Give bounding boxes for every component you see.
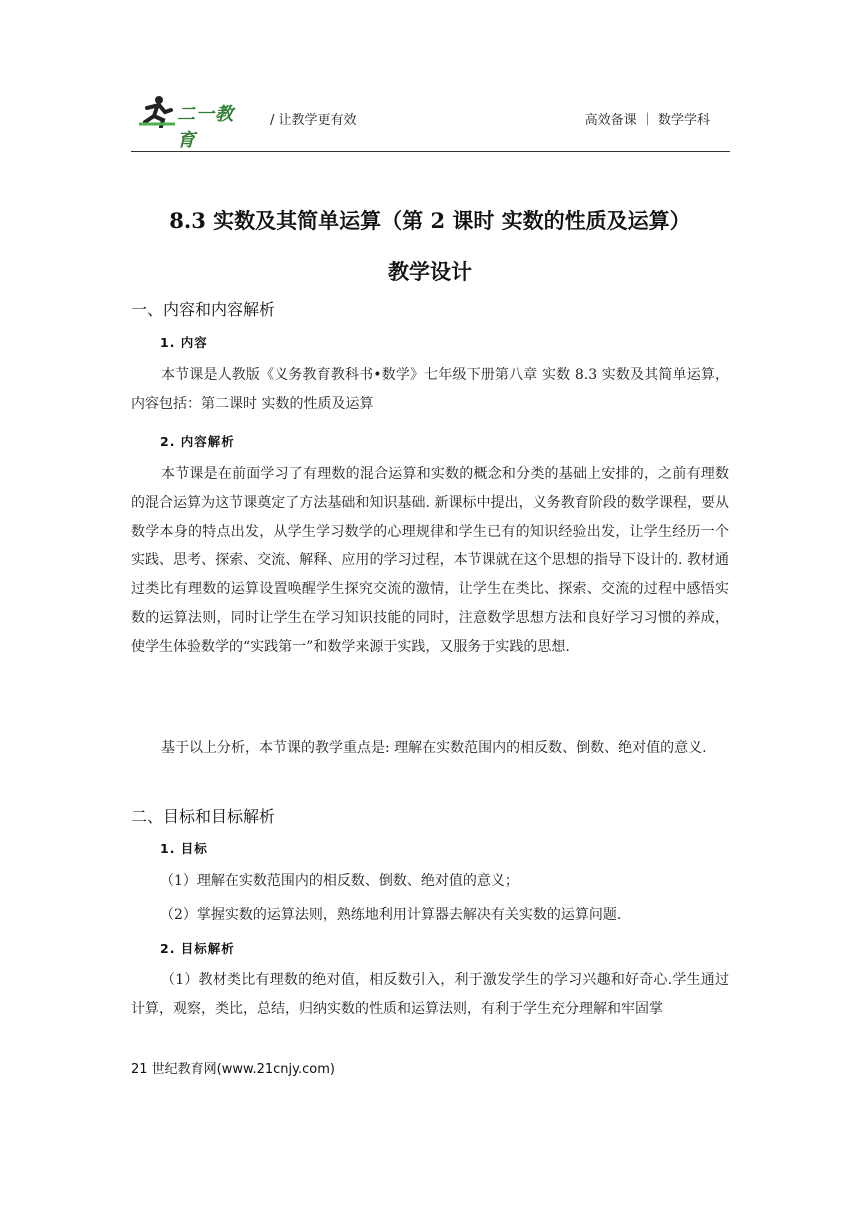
- logo-text: 二一教育: [177, 104, 234, 151]
- document-subtitle: 教学设计: [388, 259, 472, 284]
- goal-item-1: （1）理解在实数范围内的相反数、倒数、绝对值的意义；: [160, 873, 519, 889]
- subheading-content: 1. 内容: [160, 335, 208, 350]
- header-divider: [131, 151, 730, 152]
- header-slogan: / 让教学更有效: [270, 113, 357, 128]
- subheading-content-analysis: 2. 内容解析: [160, 434, 235, 449]
- page-header: [131, 92, 730, 152]
- paragraph-content: 本节课是人教版《义务教育教科书•数学》七年级下册第八章 实数 8.3 实数及其简单运算，内容包括：第二课时 实数的性质及运算: [131, 367, 729, 412]
- page-footer: 21 世纪教育网(www.21cnjy.com): [131, 1062, 335, 1077]
- paragraph-key-point: 基于以上分析，本节课的教学重点是: 理解在实数范围内的相反数、倒数、绝对值的意义.: [161, 740, 707, 756]
- section-heading-goals: 二、目标和目标解析: [131, 807, 276, 826]
- goal-item-2: （2）掌握实数的运算法则，熟练地利用计算器去解决有关实数的运算问题.: [160, 907, 622, 923]
- logo: [137, 94, 247, 151]
- runner-logo-icon: [137, 94, 177, 128]
- section-heading-content: 一、内容和内容解析: [131, 300, 276, 319]
- paragraph-content-analysis: 本节课是在前面学习了有理数的混合运算和实数的概念和分类的基础上安排的，之前有理数的混合运算为这节课奠定了方法基础和知识基础. 新课标中提出，义务教育阶段的数学课程，要从数学本身的特点出发，从学生学习数学的心理规律和学生已有的知识经验出发，让学生经历一个实践、思考、探索、交流、解释、应用的学习过程，本节课就在这个思想的指导下设计的. 教材通过类比有理数的运算设置唤醒学生探究交流的激情，让学生在类比、探索、交流的过程中感悟实数的运算法则，同时让学生在学习知识技能的同时，注意数学思想方法和良好学习习惯的养成，使学生体验数学的“实践第一”和数学来源于实践，又服务于实践的思想.: [131, 466, 729, 655]
- header-subject: 高效备课 ｜ 数学学科: [584, 113, 710, 128]
- document-title: 8.3 实数及其简单运算（第 2 课时 实数的性质及运算）: [169, 208, 691, 233]
- subheading-goals-analysis: 2. 目标解析: [160, 941, 235, 956]
- subheading-goals: 1. 目标: [160, 841, 208, 856]
- paragraph-goals-analysis: （1）教材类比有理数的绝对值，相反数引入，利于激发学生的学习兴趣和好奇心.学生通过计算，观察，类比，总结，归纳实数的性质和运算法则，有利于学生充分理解和牢固掌: [131, 972, 729, 1017]
